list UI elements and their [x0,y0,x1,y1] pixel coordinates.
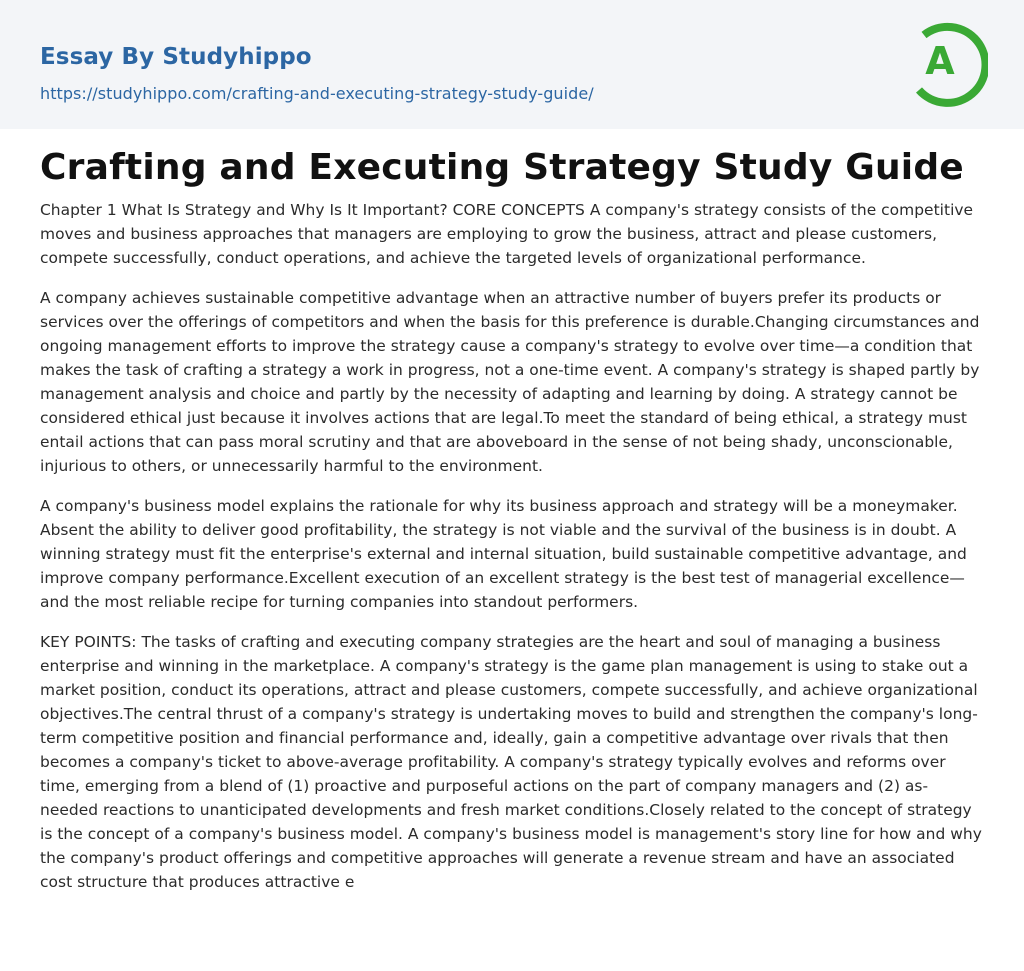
article-paragraph: KEY POINTS: The tasks of crafting and executing company strategies are the heart and soul of managing a business enterprise and winning in the marketplace. A company's strategy is the game plan management is using to stake out a market position, conduct its operations, attract and please customers, compete successfully, and achieve organizational objectives.The central thrust of a company's strategy is undertaking moves to build and strengthen the company's long-term competitive position and financial performance and, ideally, gain a competitive advantage over rivals that then becomes a company's ticket to above-average profitability. A company's strategy typically evolves and reforms over time, emerging from a blend of (1) proactive and purposeful actions on the part of company managers and (2) as-needed reactions to unanticipated developments and fresh market conditions.Closely related to the concept of strategy is the concept of a company's business model. A company's business model is management's story line for how and why the company's product offerings and competitive approaches will generate a revenue stream and have an associated cost structure that produces attractive e [40,633,982,891]
brand-title[interactable]: Essay By Studyhippo [40,44,312,70]
source-url-link[interactable]: https://studyhippo.com/crafting-and-executing-strategy-study-guide/ [40,84,594,103]
site-header [0,0,1024,129]
page-title: Crafting and Executing Strategy Study Guide [40,147,964,188]
studyhippo-logo-icon[interactable] [906,17,988,107]
article-paragraph: A company's business model explains the rationale for why its business approach and strategy will be a moneymaker. Absent the ability to deliver good profitability, the strategy is not viable and the survival of the business is in doubt. A winning strategy must fit the enterprise's external and internal situation, build sustainable competitive advantage, and improve company performance.Excellent execution of an excellent strategy is the best test of managerial excellence—and the most reliable recipe for turning companies into standout performers. [40,497,967,611]
logo-letter: A [925,39,955,83]
article-paragraph: A company achieves sustainable competitive advantage when an attractive number of buyers prefer its products or services over the offerings of competitors and when the basis for this preference is durable.Changing circumstances and ongoing management efforts to improve the strategy cause a company's strategy to evolve over time—a condition that makes the task of crafting a strategy a work in progress, not a one-time event. A company's strategy is shaped partly by management analysis and choice and partly by the necessity of adapting and learning by doing. A strategy cannot be considered ethical just because it involves actions that are legal.To meet the standard of being ethical, a strategy must entail actions that can pass moral scrutiny and that are aboveboard in the sense of not being shady, unconscionable, injurious to others, or unnecessarily harmful to the environment. [40,289,980,475]
article-paragraph: Chapter 1 What Is Strategy and Why Is It Important? CORE CONCEPTS A company's strategy consists of the competitive moves and business approaches that managers are employing to grow the business, attract and please customers, compete successfully, conduct operations, and achieve the targeted levels of organizational performance. [40,201,974,267]
article [40,144,986,910]
